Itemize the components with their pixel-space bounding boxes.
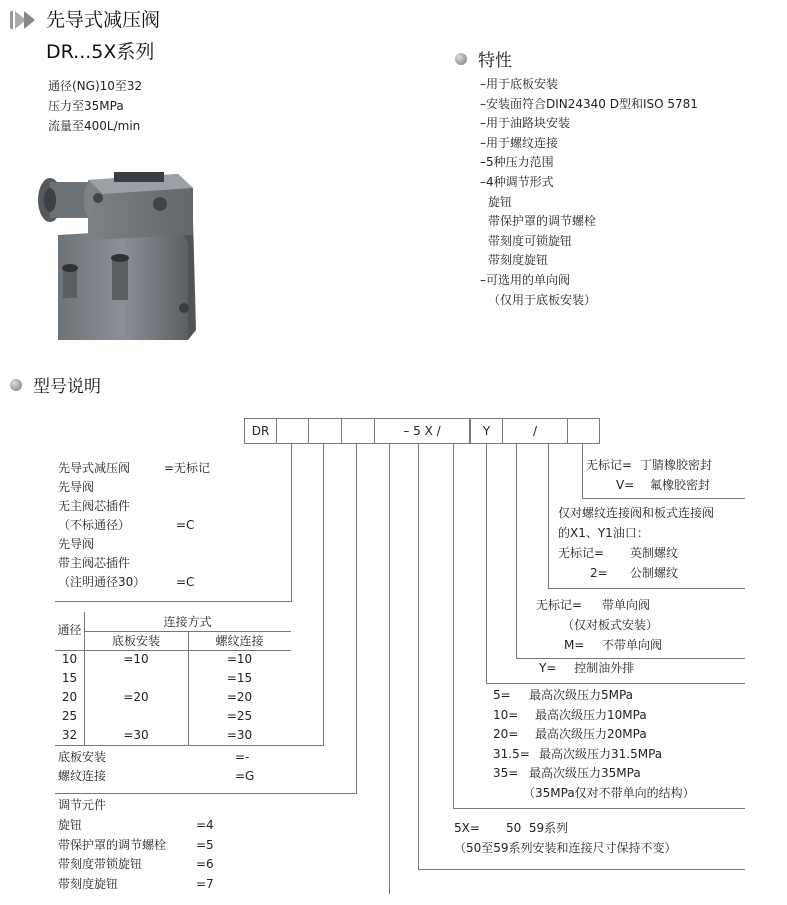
pressure-block [493, 686, 743, 804]
code-cell-dr: DR [244, 418, 277, 444]
thread-text: 公制螺纹 [630, 566, 679, 580]
table-cell: =30 [123, 728, 149, 742]
seal-block [586, 455, 746, 495]
thread-code: 2= [590, 566, 608, 580]
valve-product-image [28, 160, 213, 345]
feature-item: 带刻度可锁旋钮 [488, 233, 573, 248]
series-text: 50 59系列 [506, 821, 569, 835]
connection-block [58, 748, 318, 786]
page-title: 先导式减压阀 [46, 9, 161, 31]
table-cell: 10 [61, 652, 78, 666]
code-cell [341, 418, 375, 444]
size-table [55, 612, 291, 745]
seal-code: 无标记= [586, 458, 633, 472]
check-code: M= [564, 638, 585, 652]
table-cell: =20 [123, 690, 149, 704]
thread-text: 英制螺纹 [630, 546, 679, 560]
type-block [58, 459, 288, 592]
feature-item: 带刻度旋钮 [488, 253, 549, 268]
pressure-text: 最高次级压力5MPa [529, 688, 634, 702]
type-label: （不标通径） [58, 518, 131, 532]
features-bullet-icon [455, 53, 467, 65]
connector-line [418, 444, 419, 870]
spec-line: 压力至35MPa [48, 99, 124, 113]
feature-item: 带保护罩的调节螺栓 [488, 214, 597, 229]
header-arrow-icon [10, 9, 40, 31]
connector-line [582, 498, 745, 499]
connector-line [582, 444, 583, 499]
table-row [55, 687, 291, 706]
spec-line: 通径(NG)10至32 [48, 79, 143, 93]
table-row [55, 725, 291, 744]
adjust-label: 旋钮 [58, 818, 83, 832]
adjust-block [58, 816, 318, 894]
drain-text: 控制油外排 [574, 661, 635, 675]
adjust-heading: 调节元件 [58, 798, 107, 812]
table-header-thread: 螺纹连接 [215, 634, 264, 648]
table-header-group: 连接方式 [163, 615, 212, 629]
drain-line [539, 658, 634, 678]
thread-intro: 仅对螺纹连接阀和板式连接阀 [558, 506, 715, 520]
connection-label: 底板安装 [58, 750, 107, 764]
feature-item: –用于底板安装 [480, 77, 559, 91]
connector-line [453, 808, 745, 809]
connector-line [291, 444, 292, 602]
table-cell: =10 [123, 652, 149, 666]
connection-code: =G [235, 769, 255, 783]
model-heading: 型号说明 [33, 377, 101, 397]
model-series: DR...5X系列 [46, 41, 155, 63]
adjust-label: 带刻度带锁旋钮 [58, 857, 143, 871]
pressure-code: 20= [493, 727, 519, 742]
feature-item: –用于油路块安装 [480, 116, 571, 131]
features-heading: 特性 [478, 51, 512, 71]
connector-line [516, 444, 517, 659]
table-cell: =25 [226, 709, 253, 723]
connector-line [548, 588, 745, 589]
connector-line [486, 683, 745, 684]
code-cell [567, 418, 600, 444]
connection-label: 螺纹连接 [58, 769, 107, 783]
adjust-code: =7 [196, 876, 214, 891]
check-text: 不带单向阀 [602, 638, 663, 652]
seal-text: 氟橡胶密封 [650, 478, 711, 492]
check-text: 带单向阀 [602, 598, 651, 612]
feature-item: 旋钮 [488, 194, 513, 209]
feature-item: –5种压力范围 [480, 155, 554, 170]
series-note: （50至59系列安装和连接尺寸保持不变） [454, 841, 677, 855]
code-cell-y: Y [470, 418, 503, 444]
pressure-text: 最高次级压力31.5MPa [539, 746, 663, 761]
table-row [55, 706, 291, 725]
code-cell [276, 418, 309, 444]
type-label: 先导阀 [58, 480, 95, 494]
feature-item: （仅用于底板安装） [488, 292, 597, 307]
connector-line [389, 444, 390, 894]
code-cell-slash: / [502, 418, 568, 444]
feature-item: –4种调节形式 [480, 174, 554, 189]
feature-item: –可选用的单向阀 [480, 272, 571, 287]
spec-line: 流量至400L/min [48, 119, 141, 133]
feature-item: –安装面符合DIN24340 D型和ISO 5781 [480, 96, 698, 111]
thread-code: 无标记= [558, 546, 605, 560]
adjust-code: =5 [196, 837, 214, 852]
table-cell: 15 [61, 671, 78, 685]
seal-code: V= [616, 478, 635, 492]
connector-line [55, 793, 357, 794]
model-bullet-icon [10, 379, 22, 391]
type-label: 先导阀 [58, 537, 95, 551]
connector-line [55, 745, 324, 746]
features-list [480, 75, 698, 310]
table-row [55, 668, 291, 687]
connector-line [486, 444, 487, 684]
table-header-size: 通径 [57, 623, 82, 637]
seal-text: 丁腈橡胶密封 [640, 458, 713, 472]
spec-list [48, 76, 142, 136]
type-code: =无标记 [164, 461, 211, 475]
connector-line [548, 444, 549, 589]
connector-line [55, 601, 292, 602]
type-code: =C [176, 575, 195, 589]
adjust-code: =6 [196, 857, 214, 871]
table-cell: =20 [226, 690, 253, 704]
type-label: 先导式减压阀 [58, 461, 131, 475]
pressure-code: 5= [493, 688, 511, 702]
series-block [454, 818, 754, 858]
table-cell: 20 [61, 690, 78, 704]
code-cell-series: – 5 X / [374, 418, 470, 444]
pressure-code: 35= [493, 766, 519, 781]
type-label: 无主阀芯插件 [58, 499, 131, 513]
check-valve-block [536, 595, 746, 655]
pressure-text: 最高次级压力10MPa [535, 707, 647, 722]
connector-line [453, 444, 454, 809]
feature-item: –用于螺纹连接 [480, 135, 559, 150]
connector-line [418, 869, 745, 870]
pressure-code: 10= [493, 707, 519, 722]
thread-intro: 的X1、Y1油口： [558, 526, 649, 540]
check-code: 无标记= [536, 598, 583, 612]
pressure-code: 31.5= [493, 746, 530, 761]
pressure-text: 最高次级压力35MPa [529, 766, 641, 781]
thread-block [558, 503, 748, 583]
adjust-code: =4 [196, 818, 214, 832]
type-label: 带主阀芯插件 [58, 556, 131, 570]
drain-code: Y= [539, 661, 557, 675]
adjust-label: 带保护罩的调节螺栓 [58, 837, 167, 852]
table-cell: =10 [226, 652, 253, 666]
table-cell: 32 [61, 728, 78, 742]
connector-line [323, 444, 324, 746]
type-code: =C [176, 518, 195, 532]
type-label: （注明通径30） [58, 575, 146, 589]
table-header-subplate: 底板安装 [111, 634, 160, 648]
table-cell: =30 [226, 728, 253, 742]
table-cell: 25 [61, 709, 78, 723]
pressure-note: （35MPa仅对不带单向的结构） [523, 785, 695, 800]
code-cell [308, 418, 342, 444]
series-code: 5X= [454, 821, 480, 835]
table-cell: =15 [226, 671, 253, 685]
adjust-label: 带刻度旋钮 [58, 876, 119, 891]
connection-code: =- [235, 750, 250, 764]
table-row [55, 649, 291, 668]
check-text: （仅对板式安装） [562, 618, 659, 632]
pressure-text: 最高次级压力20MPa [535, 727, 647, 742]
connector-line [356, 444, 357, 794]
